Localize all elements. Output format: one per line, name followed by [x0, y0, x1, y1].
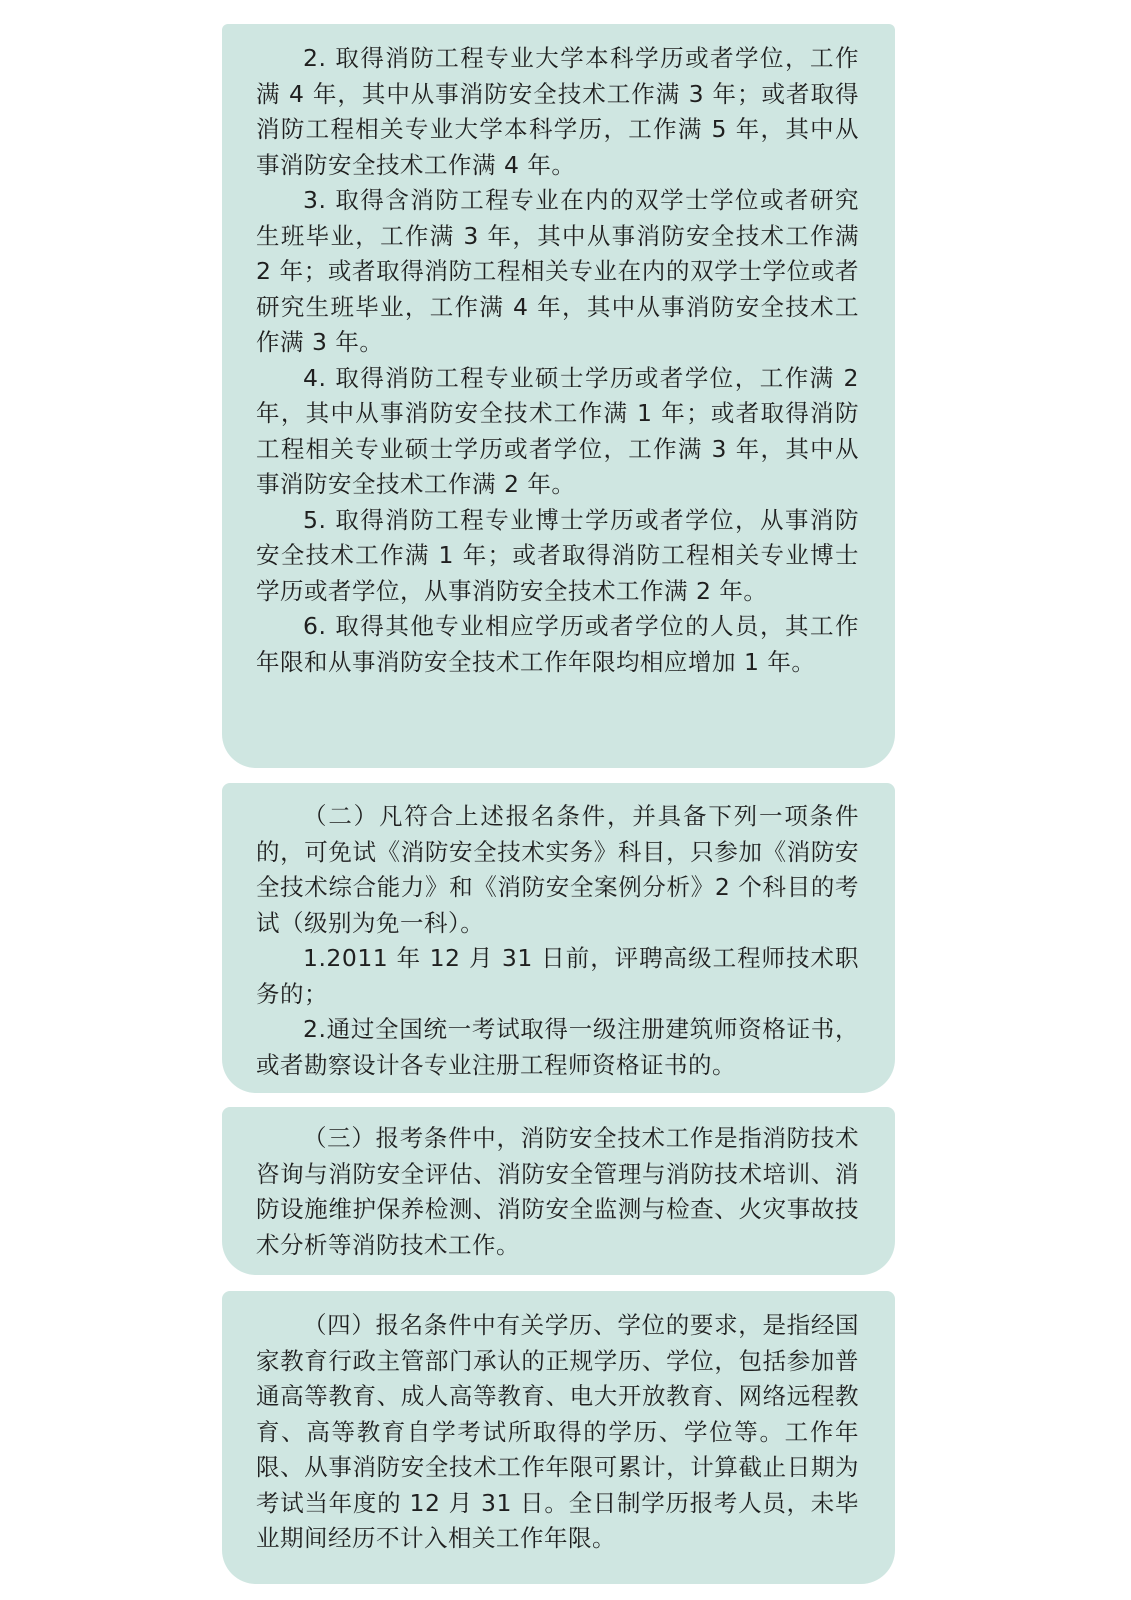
panel-education-definition — [222, 1291, 895, 1584]
paragraph-exemption-1: 1.2011 年 12 月 31 日前，评聘高级工程师技术职务的； — [256, 944, 859, 1008]
paragraph-item-6: 6. 取得其他专业相应学历或者学位的人员，其工作年限和从事消防安全技术工作年限均相应增加 1 年。 — [256, 612, 859, 676]
paragraph-item-4: 4. 取得消防工程专业硕士学历或者学位，工作满 2 年，其中从事消防安全技术工作满 1 年；或者取得消防工程相关专业硕士学历或者学位，工作满 3 年，其中从事消防安全技术工作满 2 年。 — [256, 363, 859, 498]
paragraph-item-5: 5. 取得消防工程专业博士学历或者学位，从事消防安全技术工作满 1 年；或者取得消防工程相关专业博士学历或者学位，从事消防安全技术工作满 2 年。 — [256, 505, 859, 605]
panel-technical-work-definition — [222, 1107, 895, 1275]
paragraph-item-2: 2. 取得消防工程专业大学本科学历或者学位，工作满 4 年，其中从事消防安全技术工作满 3 年；或者取得消防工程相关专业大学本科学历，工作满 5 年，其中从事消防安全技术工作满 4 年。 — [256, 44, 859, 179]
paragraph-exemption-2: 2.通过全国统一考试取得一级注册建筑师资格证书，或者勘察设计各专业注册工程师资格证书的。 — [256, 1015, 859, 1079]
panel-education-requirements — [222, 24, 895, 768]
paragraph-section-3: （三）报考条件中，消防安全技术工作是指消防技术咨询与消防安全评估、消防安全管理与消防技术培训、消防设施维护保养检测、消防安全监测与检查、火灾事故技术分析等消防技术工作。 — [256, 1124, 859, 1259]
panel-exemption-conditions — [222, 783, 895, 1093]
paragraph-section-2: （二）凡符合上述报名条件，并具备下列一项条件的，可免试《消防安全技术实务》科目，只参加《消防安全技术综合能力》和《消防安全案例分析》2 个科目的考试（级别为免一科）。 — [256, 802, 859, 937]
paragraph-item-3: 3. 取得含消防工程专业在内的双学士学位或者研究生班毕业，工作满 3 年，其中从事消防安全技术工作满 2 年；或者取得消防工程相关专业在内的双学士学位或者研究生班毕业，工作满 4 年，其中从事消防安全技术工作满 3 年。 — [256, 186, 859, 356]
paragraph-section-4: （四）报名条件中有关学历、学位的要求，是指经国家教育行政主管部门承认的正规学历、学位，包括参加普通高等教育、成人高等教育、电大开放教育、网络远程教育、高等教育自学考试所取得的学历、学位等。工作年限、从事消防安全技术工作年限可累计，计算截止日期为考试当年度的 12 月 31 日。全日制学历报考人员，未毕业期间经历不计入相关工作年限。 — [256, 1311, 859, 1552]
